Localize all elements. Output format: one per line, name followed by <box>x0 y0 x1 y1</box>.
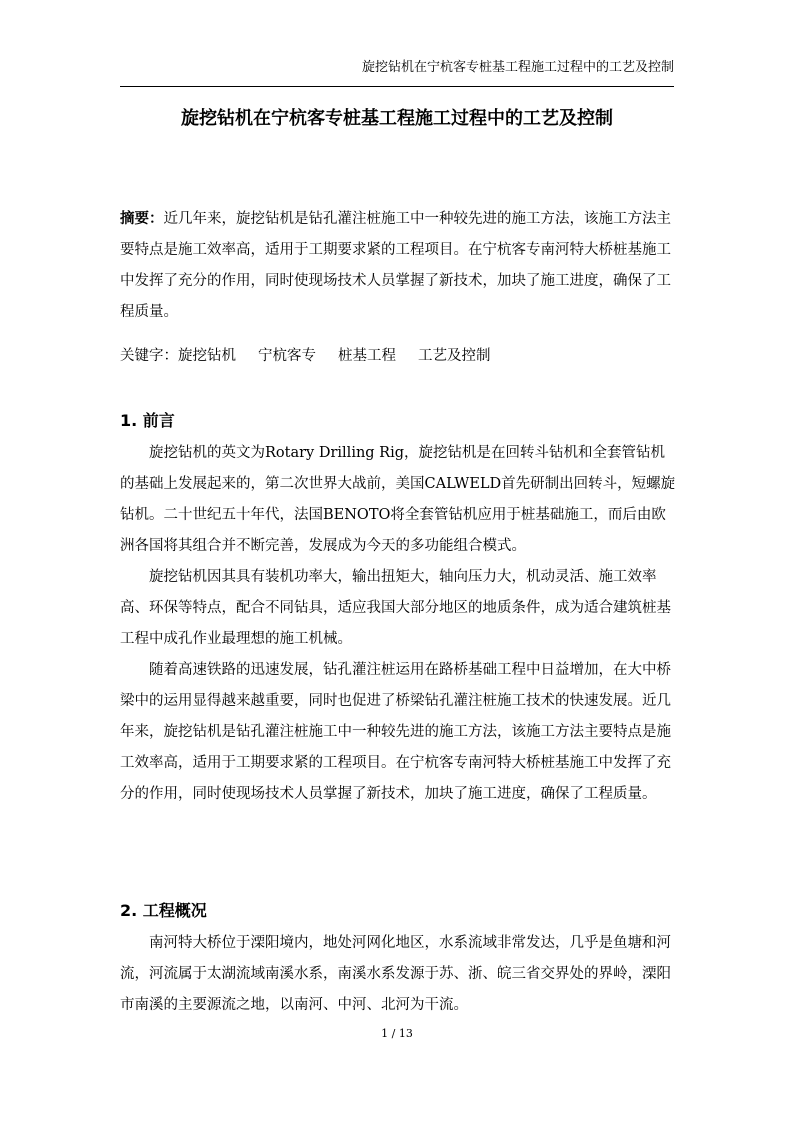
document-title: 旋挖钻机在宁杭客专桩基工程施工过程中的工艺及控制 <box>181 108 613 129</box>
paragraph: 随着高速铁路的迅速发展，钻孔灌注桩运用在路桥基础工程中日益增加，在大中桥梁中的运用显得越来越重要，同时也促进了桥梁钻孔灌注桩施工技术的快速发展。近几年来，旋挖钻机是钻孔灌注桩施工中一种较先进的施工方法，该施工方法主要特点是施工效率高，适用于工期要求紧的工程项目。在宁杭客专南河特大桥桩基施工中发挥了充分的作用，同时使现场技术人员掌握了新技术，加块了施工进度，确保了工程质量。 <box>120 662 671 802</box>
paragraph: 旋挖钻机因其具有装机功率大，输出扭矩大，轴向压力大，机动灵活、施工效率高、环保等特点，配合不同钻具，适应我国大部分地区的地质条件，成为适合建筑桩基工程中成孔作业最理想的施工机械。 <box>120 569 671 647</box>
paragraph: 旋挖钻机的英文为Rotary Drilling Rig，旋挖钻机是在回转斗钻机和全套管钻机的基础上发展起来的，第二次世界大战前，美国CALWELD首先研制出回转斗，短螺旋钻机。二十世纪五十年代，法国BENOTO将全套管钻机应用于桩基础施工，而后由欧洲各国将其组合并不断完善，发展成为今天的多功能组合模式。 <box>120 445 676 554</box>
running-header-text: 旋挖钻机在宁杭客专桩基工程施工过程中的工艺及控制 <box>361 60 674 75</box>
page-number: 1 / 13 <box>381 1027 413 1040</box>
section-body <box>120 438 676 810</box>
section-heading: 2. 工程概况 <box>120 901 207 920</box>
section-body <box>120 928 676 1021</box>
abstract <box>120 204 676 328</box>
abstract-text: 近几年来，旋挖钻机是钻孔灌注桩施工中一种较先进的施工方法，该施工方法主要特点是施工效率高，适用于工期要求紧的工程项目。在宁杭客专南河特大桥桩基施工中发挥了充分的作用，同时使现场技术人员掌握了新技术，加块了施工进度，确保了工程质量。 <box>120 211 671 320</box>
keyword-item: 桩基工程 <box>338 348 396 364</box>
keyword-item: 旋挖钻机 <box>178 348 236 364</box>
abstract-label: 摘要： <box>120 211 164 227</box>
paragraph: 南河特大桥位于溧阳境内，地处河网化地区，水系流域非常发达，几乎是鱼塘和河流，河流属于太湖流域南溪水系，南溪水系发源于苏、浙、皖三省交界处的界岭，溧阳市南溪的主要源流之地，以南河、中河、北河为干流。 <box>120 935 671 1013</box>
keyword-item: 工艺及控制 <box>418 348 491 364</box>
keywords <box>120 341 676 372</box>
keyword-item: 宁杭客专 <box>258 348 316 364</box>
running-header <box>120 56 674 87</box>
section-heading: 1. 前言 <box>120 411 175 430</box>
keywords-label: 关键字： <box>120 348 178 364</box>
